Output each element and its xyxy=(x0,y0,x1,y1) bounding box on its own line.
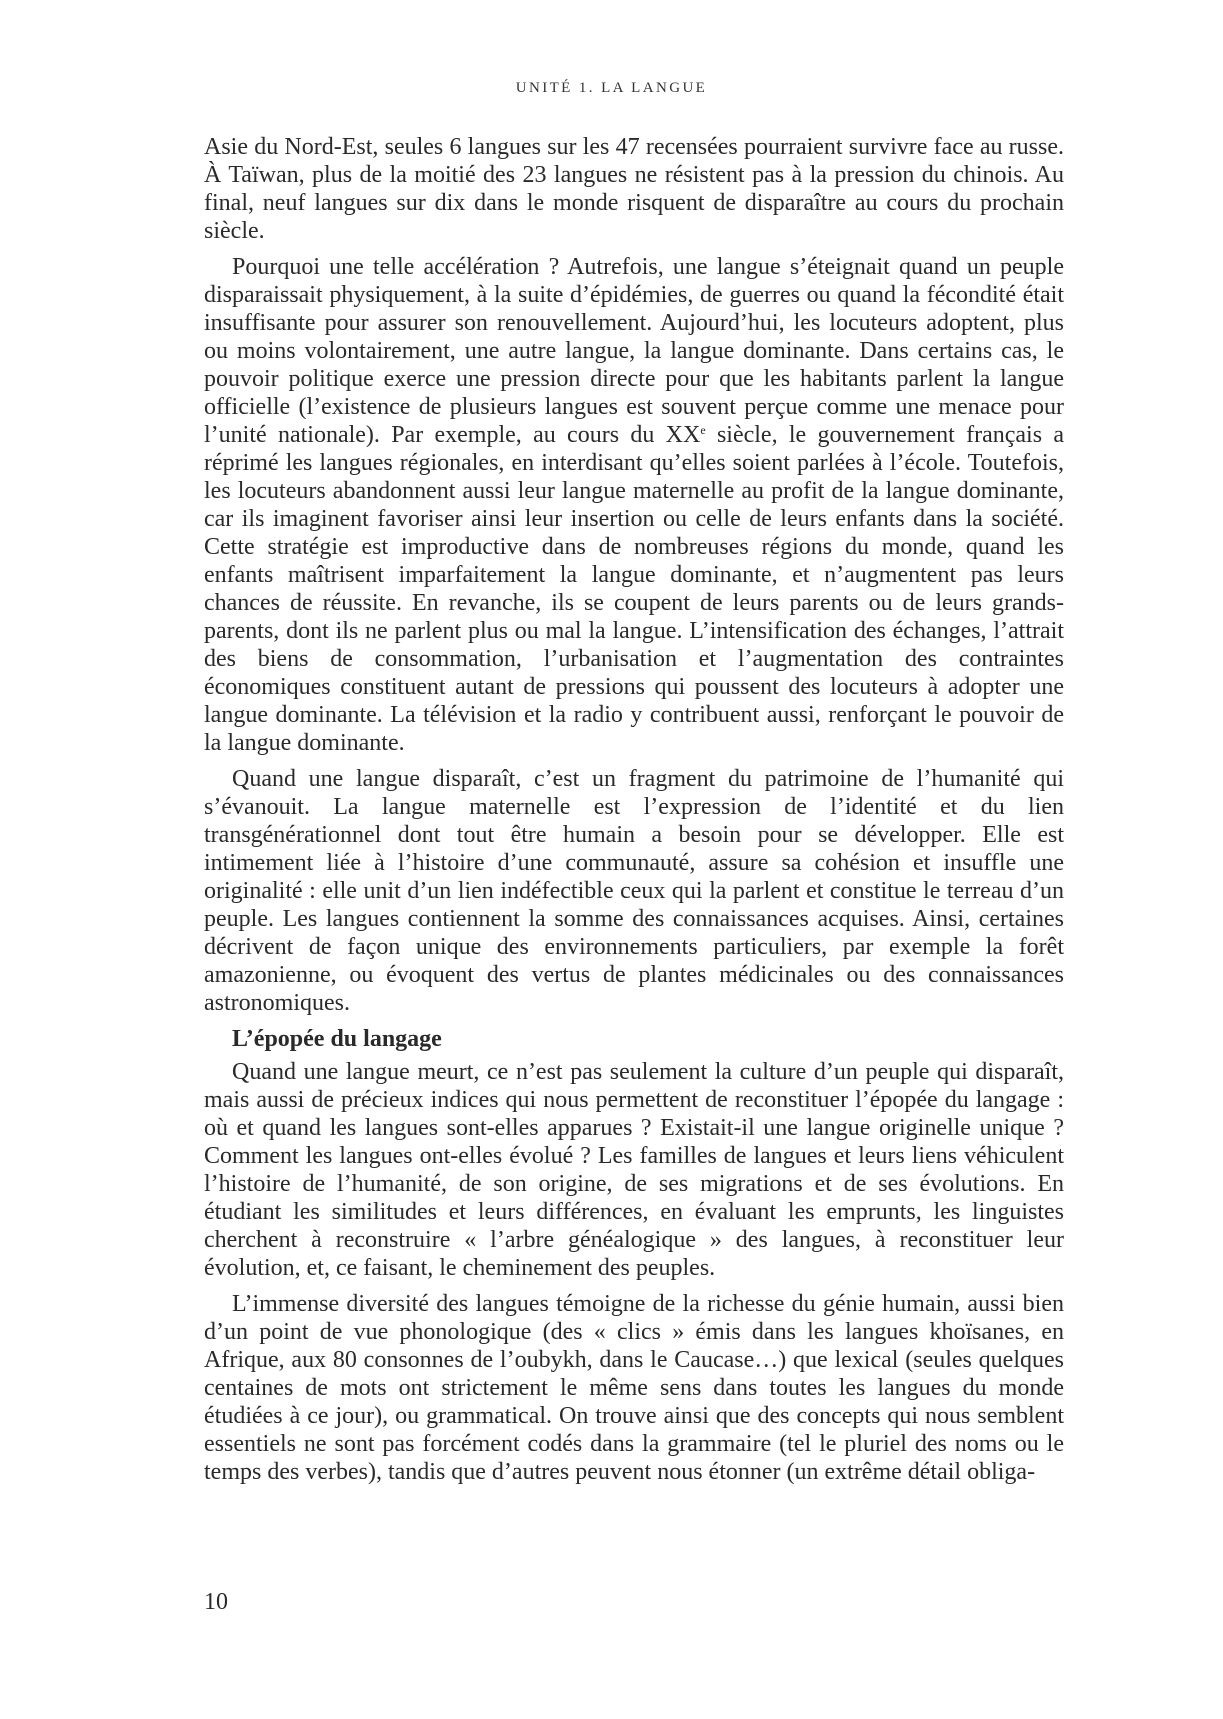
page-number: 10 xyxy=(204,1589,228,1615)
paragraph-2-part-2: siècle, le gouvernement français a réprimé les langues régionales, en interdisant qu’elles soient parlées à l’école. Toutefois, les locuteurs abandonnent aussi leur langue maternelle au profit de la langue dominante, car ils imaginent favoriser ainsi leur insertion ou celle de leurs enfants dans la société. Cette stratégie est improductive dans de nombreuses régions du monde, quand les enfants maîtrisent imparfaitement la langue dominante, et n’augmentent pas leurs chances de réussite. En revanche, ils se coupent de leurs parents ou de leurs grands-parents, dont ils ne parlent plus ou mal la langue. L’intensification des échanges, l’attrait des biens de consommation, l’urbanisation et l’augmentation des contraintes économiques constituent autant de pressions qui poussent des locuteurs à adopter une langue dominante. La télévision et la radio y contribuent aussi, renforçant le pouvoir de la langue dominante. xyxy=(204,422,1064,756)
paragraph-3: Quand une langue disparaît, c’est un fragment du patrimoine de l’humanité qui s’évanouit. La langue maternelle est l’expression de l’identité et du lien transgénérationnel dont tout être humain a besoin pour se développer. Elle est intimement liée à l’histoire d’une communauté, assure sa cohésion et insuffle une originalité : elle unit d’un lien indéfectible ceux qui la parlent et constitue le terreau d’un peuple. Les langues contiennent la somme des connaissances acquises. Ainsi, certaines décrivent de façon unique des environnements particuliers, par exemple la forêt amazonienne, ou évoquent des vertus de plantes médicinales ou des connaissances astronomiques. xyxy=(204,766,1064,1016)
paragraph-2-part-1: Pourquoi une telle accélération ? Autrefois, une langue s’éteignait quand un peuple disparaissait physiquement, à la suite d’épidémies, de guerres ou quand la fécondité était insuffisante pour assurer son renouvellement. Aujourd’hui, les locuteurs adoptent, plus ou moins volontairement, une autre langue, la langue dominante. Dans certains cas, le pouvoir politique exerce une pression directe pour que les habitants parlent la langue officielle (l’existence de plusieurs langues est souvent perçue comme une menace pour l’unité nationale). Par exemple, au cours du XX xyxy=(204,254,1064,448)
running-head: UNITÉ 1. LA LANGUE xyxy=(515,80,708,96)
paragraph-1: Asie du Nord-Est, seules 6 langues sur les 47 recensées pourraient survivre face au russe. À Taïwan, plus de la moitié des 23 langues ne résistent pas à la pression du chinois. Au final, neuf langues sur dix dans le monde risquent de disparaître au cours du prochain siècle. xyxy=(204,134,1064,244)
paragraph-5: L’immense diversité des langues témoigne de la richesse du génie humain, aussi bien d’un point de vue phonologique (des « clics » émis dans les langues khoïsanes, en Afrique, aux 80 consonnes de l’oubykh, dans le Caucase…) que lexical (seules quelques centaines de mots ont strictement le même sens dans toutes les langues du monde étudiées à ce jour), ou grammatical. On trouve ainsi que des concepts qui nous semblent essentiels ne sont pas forcément codés dans la grammaire (tel le pluriel des noms ou le temps des verbes), tandis que d’autres peuvent nous étonner (un extrême détail obliga- xyxy=(204,1291,1064,1485)
paragraph-2 xyxy=(204,253,1064,757)
century-superscript: e xyxy=(700,423,706,437)
paragraph-4: Quand une langue meurt, ce n’est pas seulement la culture d’un peuple qui disparaît, mais aussi de précieux indices qui nous permettent de reconstituer l’épopée du langage : où et quand les langues sont-elles apparues ? Existait-il une langue originelle unique ? Comment les langues ont-elles évolué ? Les familles de langues et leurs liens véhiculent l’histoire de l’humanité, de son origine, de ses migrations et de ses évolutions. En étudiant les similitudes et leurs différences, en évaluant les emprunts, les linguistes cherchent à reconstruire « l’arbre généalogique » des langues, à reconstituer leur évolution, et, ce faisant, le cheminement des peuples. xyxy=(204,1059,1064,1281)
section-heading: L’épopée du langage xyxy=(232,1026,442,1052)
body-text xyxy=(204,133,1064,1494)
